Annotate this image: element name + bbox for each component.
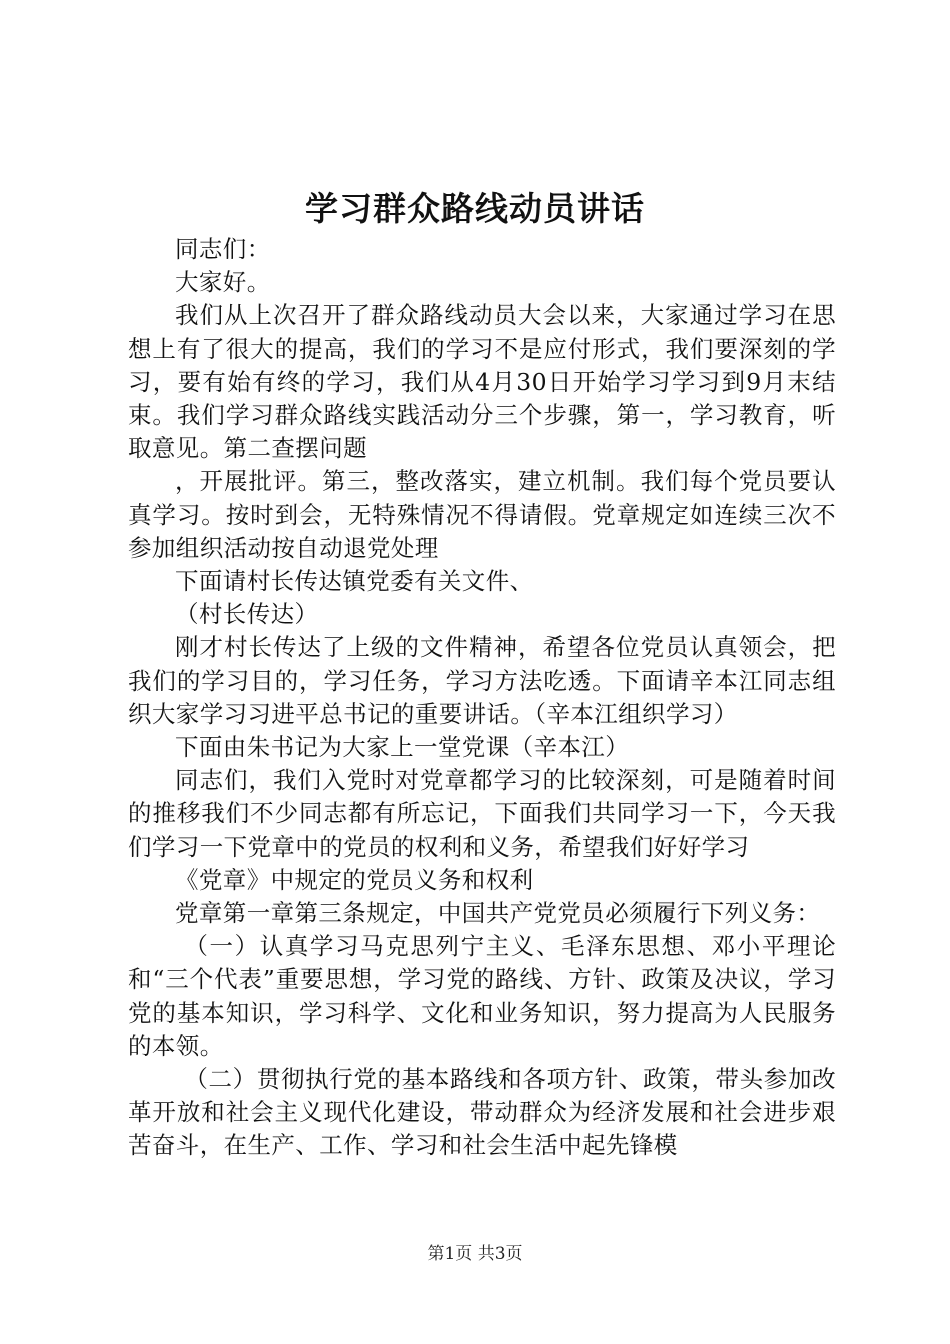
paragraph-intro: 我们从上次召开了群众路线动员大会以来，大家通过学习在思想上有了很大的提高，我们的学习不是应付形式，我们要深刻的学习，要有始有终的学习，我们从4月30日开始学习学习到9月末结束。我们学习群众路线实践活动分三个步骤，第一，学习教育，听取意见。第二查摆问题 bbox=[128, 301, 836, 463]
paragraph-study-speech: 刚才村长传达了上级的文件精神，希望各位党员认真领会，把我们的学习目的，学习任务，学习方法吃透。下面请辛本江同志组织大家学习习进平总书记的重要讲话。（辛本江组织学习） bbox=[128, 633, 836, 728]
paragraph-village-head-note: （村长传达） bbox=[175, 600, 319, 629]
paragraph-obligation-2: （二）贯彻执行党的基本路线和各项方针、政策，带头参加改革开放和社会主义现代化建设，带动群众为经济发展和社会进步艰苦奋斗，在生产、工作、学习和社会生活中起先锋模 bbox=[128, 1065, 836, 1160]
paragraph-steps: ，开展批评。第三，整改落实，建立机制。我们每个党员要认真学习。按时到会，无特殊情况不得请假。党章规定如连续三次不参加组织活动按自动退党处理 bbox=[128, 467, 836, 562]
paragraph-section-heading: 《党章》中规定的党员义务和权利 bbox=[175, 865, 534, 894]
paragraph-greeting: 同志们： bbox=[175, 235, 271, 263]
paragraph-party-constitution: 同志们，我们入党时对党章都学习的比较深刻，可是随着时间的推移我们不少同志都有所忘记，下面我们共同学习一下，今天我们学习一下党章中的党员的权利和义务，希望我们好好学习 bbox=[128, 766, 836, 861]
paragraph-party-lesson: 下面由朱书记为大家上一堂党课（辛本江） bbox=[175, 733, 630, 762]
document-title: 学习群众路线动员讲话 bbox=[305, 189, 645, 228]
paragraph-obligations-intro: 党章第一章第三条规定，中国共产党党员必须履行下列义务： bbox=[175, 899, 821, 928]
paragraph-village-head: 下面请村长传达镇党委有关文件、 bbox=[175, 567, 534, 596]
paragraph-hello: 大家好。 bbox=[175, 268, 271, 297]
page-number: 第1页 共3页 bbox=[427, 1244, 523, 1264]
document-body bbox=[128, 233, 836, 1163]
paragraph-obligation-1: （一）认真学习马克思列宁主义、毛泽东思想、邓小平理论和“三个代表”重要思想，学习党的路线、方针、政策及决议，学习党的基本知识，学习科学、文化和业务知识，努力提高为人民服务的本领。 bbox=[128, 932, 836, 1060]
